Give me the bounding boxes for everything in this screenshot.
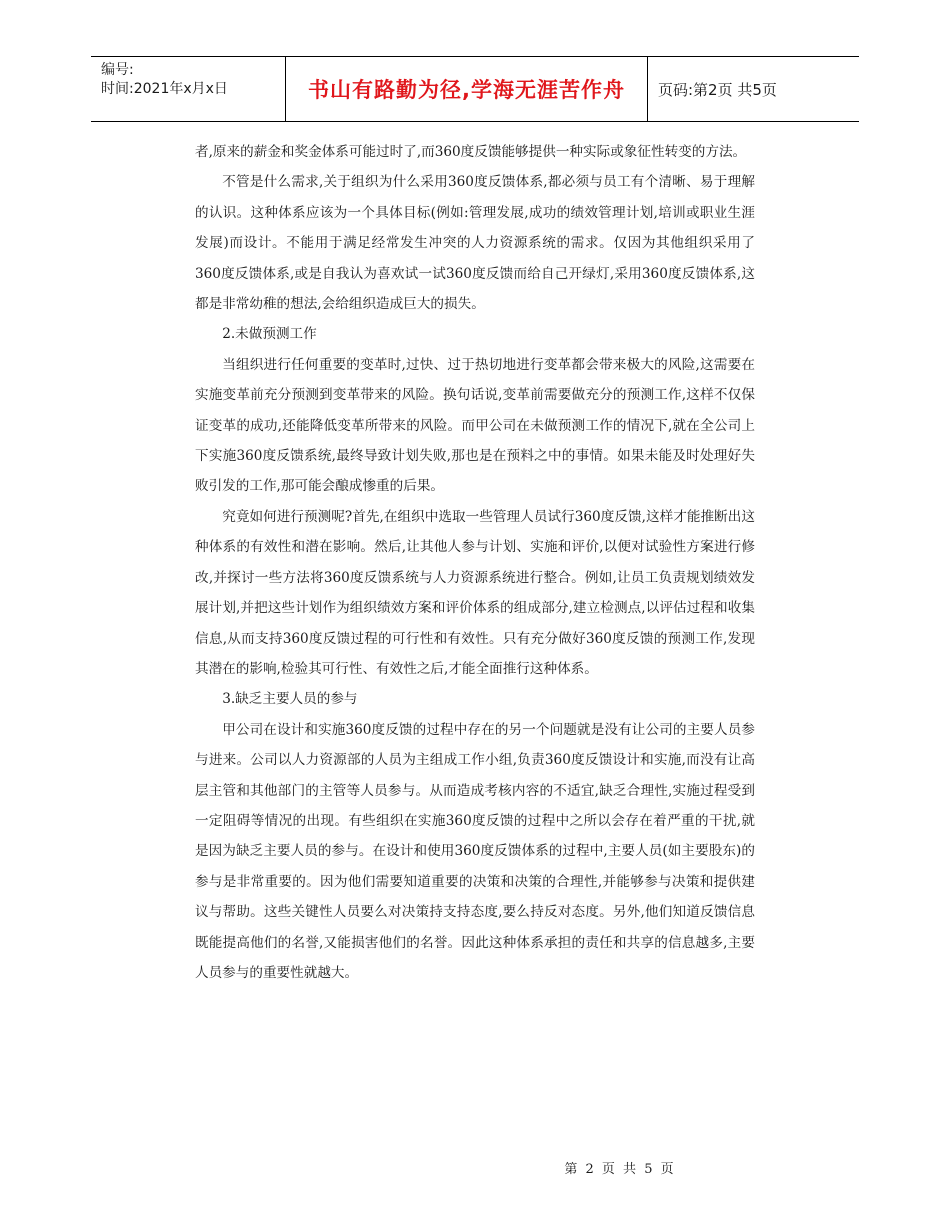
paragraph: 不管是什么需求,关于组织为什么采用360度反馈体系,都必须与员工有个清晰、易于理解的认识。这种体系应该为一个具体目标(例如:管理发展,成功的绩效管理计划,培训或职业生涯发展)而设计。不能用于满足经常发生冲突的人力资源系统的需求。仅因为其他组织采用了360度反馈体系,或是自我认为喜欢试一试360度反馈而给自己开绿灯,采用360度反馈体系,这都是非常幼稚的想法,会给组织造成巨大的损失。 — [195, 174, 755, 313]
paragraph: 当组织进行任何重要的变革时,过快、过于热切地进行变革都会带来极大的风险,这需要在实施变革前充分预测到变革带来的风险。换句话说,变革前需要做充分的预测工作,这样不仅保证变革的成功,还能降低变革所带来的风险。而甲公司在未做预测工作的情况下,就在全公司上下实施360度反馈系统,最终导致计划失败,那也是在预料之中的事情。如果未能及时处理好失败引发的工作,那可能会酿成惨重的后果。 — [195, 356, 755, 495]
section-heading: 2.未做预测工作 — [222, 326, 317, 343]
page-footer: 第 2 页 共 5 页 — [564, 1162, 676, 1177]
header-motto: 书山有路勤为径,学海无涯苦作舟 — [286, 57, 648, 121]
page-header — [91, 56, 859, 122]
paragraph: 者,原来的薪金和奖金体系可能过时了,而360度反馈能够提供一种实际或象征性转变的方法。 — [195, 144, 747, 160]
paragraph: 甲公司在设计和实施360度反馈的过程中存在的另一个问题就是没有让公司的主要人员参与进来。公司以人力资源部的人员为主组成工作小组,负责360度反馈设计和实施,而没有让高层主管和其他部门的主管等人员参与。从而造成考核内容的不适宜,缺乏合理性,实施过程受到一定阻碍等情况的出现。有些组织在实施360度反馈的过程中之所以会存在着严重的干扰,就是因为缺乏主要人员的参与。在设计和使用360度反馈体系的过程中,主要人员(如主要股东)的参与是非常重要的。因为他们需要知道重要的决策和决策的合理性,并能够参与决策和提供建议与帮助。这些关键性人员要么对决策持支持态度,要么持反对态度。另外,他们知道反馈信息既能提高他们的名誉,又能损害他们的名誉。因此这种体系承担的责任和共享的信息越多,主要人员参与的重要性就越大。 — [195, 721, 755, 981]
document-body — [195, 137, 755, 988]
paragraph: 究竟如何进行预测呢?首先,在组织中选取一些管理人员试行360度反馈,这样才能推断出这种体系的有效性和潜在影响。然后,让其他人参与计划、实施和评价,以便对试验性方案进行修改,并探讨一些方法将360度反馈系统与人力资源系统进行整合。例如,让员工负责规划绩效发展计划,并把这些计划作为组织绩效方案和评价体系的组成部分,建立检测点,以评估过程和收集信息,从而支持360度反馈过程的可行性和有效性。只有充分做好360度反馈的预测工作,发现其潜在的影响,检验其可行性、有效性之后,才能全面推行这种体系。 — [195, 508, 755, 677]
header-info — [91, 57, 286, 121]
section-heading: 3.缺乏主要人员的参与 — [222, 691, 358, 708]
doc-number-label: 编号: — [101, 62, 134, 78]
doc-time-label: 时间:2021年x月x日 — [101, 81, 228, 97]
header-page-number: 页码:第2页 共5页 — [658, 80, 777, 99]
